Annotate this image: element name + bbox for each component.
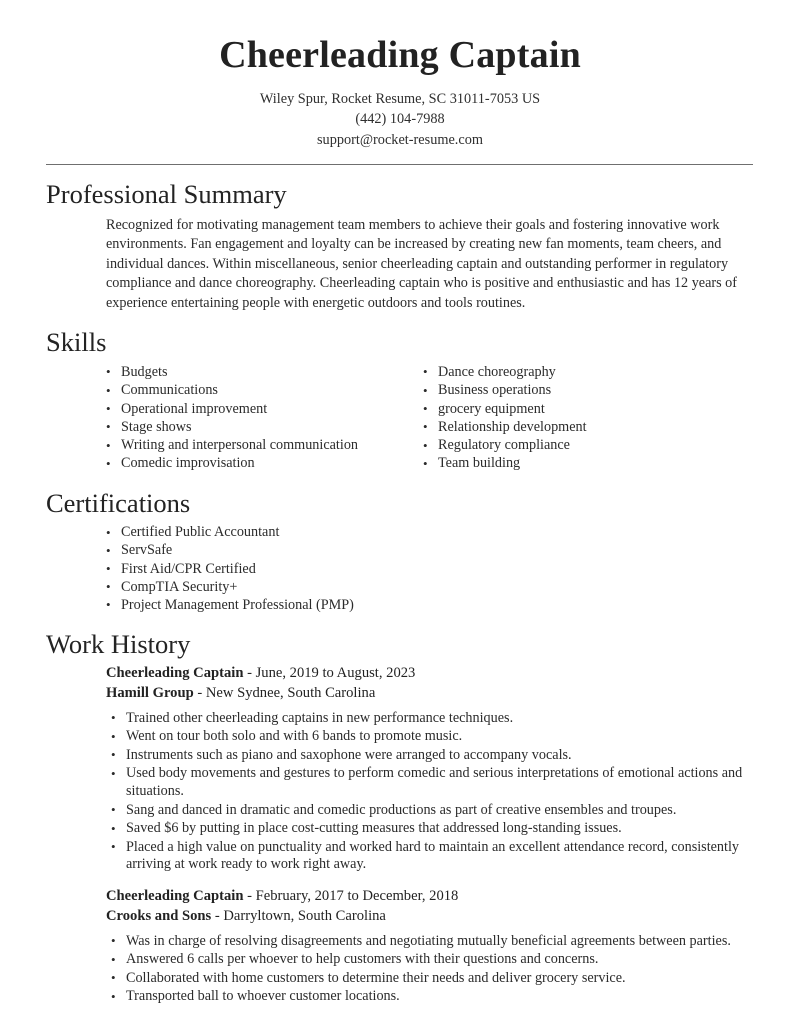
section-heading-work-history: Work History xyxy=(46,628,191,659)
list-item: • First Aid/CPR Certified xyxy=(101,561,754,579)
list-item: • ServSafe xyxy=(101,542,754,560)
skills-column-left xyxy=(101,364,418,474)
list-item: • Certified Public Accountant xyxy=(101,524,754,542)
skills-column-right xyxy=(418,364,735,474)
page-title: Cheerleading Captain xyxy=(219,34,581,76)
contact-email: support@rocket-resume.com xyxy=(316,131,483,148)
list-item: • Trained other cheerleading captains in new performance techniques. xyxy=(106,710,754,728)
list-item: • Business operations xyxy=(418,382,735,400)
job-company: Crooks and Sons xyxy=(106,908,212,925)
job-title: Cheerleading Captain xyxy=(106,888,244,905)
resume-header xyxy=(46,0,754,150)
skills-columns xyxy=(46,364,754,474)
job-title: Cheerleading Captain xyxy=(106,665,244,682)
list-item: • Went on tour both solo and with 6 bands to promote music. xyxy=(106,728,754,746)
work-history-entry xyxy=(46,664,754,874)
list-item: • Operational improvement xyxy=(101,401,418,419)
section-heading-certifications: Certifications xyxy=(46,487,191,518)
section-professional-summary xyxy=(46,179,754,313)
job-company-line xyxy=(106,684,754,704)
job-title-separator: - xyxy=(243,665,256,682)
list-item: • Sang and danced in dramatic and comedic productions as part of creative ensembles and troupes. xyxy=(106,802,754,820)
section-skills xyxy=(46,327,754,473)
certifications-body xyxy=(46,524,754,614)
job-location: New Sydnee, South Carolina xyxy=(205,684,376,701)
job-bullets xyxy=(106,710,754,875)
summary-body xyxy=(46,216,754,314)
job-location: Darryltown, South Carolina xyxy=(223,908,386,925)
list-item: • Saved $6 by putting in place cost-cutting measures that addressed long-standing issues. xyxy=(106,820,754,838)
list-item: • Answered 6 calls per whoever to help customers with their questions and concerns. xyxy=(106,951,754,969)
list-item: • Budgets xyxy=(101,364,418,382)
header-divider xyxy=(46,164,753,165)
job-dates: June, 2019 to August, 2023 xyxy=(255,665,416,682)
job-company-line xyxy=(106,907,754,927)
list-item: • Instruments such as piano and saxophone were arranged to accompany vocals. xyxy=(106,747,754,765)
section-heading-skills: Skills xyxy=(46,327,107,358)
list-item: • Comedic improvisation xyxy=(101,455,418,473)
list-item: • Used body movements and gestures to perform comedic and serious interpretations of emotional actions and situations. xyxy=(106,765,754,801)
list-item: • Dance choreography xyxy=(418,364,735,382)
summary-text: Recognized for motivating management team members to achieve their goals and fostering innovative work environments. Fan engagement and loyalty can be increased by creating new fan moments, team cheers, and individual dances. Within miscellaneous, senior cheerleading captain and outstanding performer in regulatory compliance and dance choreography. Cheerleading captain who is positive and enthusiastic and has 12 years of experience entertaining people with energetic outdoors and tools routines. xyxy=(106,216,737,311)
list-item: • Project Management Professional (PMP) xyxy=(101,597,754,615)
list-item: • CompTIA Security+ xyxy=(101,579,754,597)
list-item: • Collaborated with home customers to determine their needs and deliver grocery service. xyxy=(106,970,754,988)
job-title-line xyxy=(106,664,754,684)
contact-phone: (442) 104-7988 xyxy=(355,111,445,128)
job-bullets xyxy=(106,933,754,1006)
list-item: • Team building xyxy=(418,455,735,473)
contact-address: Wiley Spur, Rocket Resume, SC 31011-7053 US xyxy=(259,90,541,107)
list-item: • Was in charge of resolving disagreements and negotiating mutually beneficial agreements between parties. xyxy=(106,933,754,951)
certifications-list xyxy=(101,524,754,614)
work-history-entry xyxy=(46,887,754,1006)
list-item: • Placed a high value on punctuality and worked hard to maintain an excellent attendance record, consistently arriving at work ready to work right away. xyxy=(106,839,754,875)
skills-list-left xyxy=(101,364,418,473)
job-company-separator: - xyxy=(193,684,206,701)
skills-list-right xyxy=(418,364,735,473)
job-company: Hamill Group xyxy=(106,684,194,701)
job-company-separator: - xyxy=(211,908,224,925)
list-item: • Communications xyxy=(101,382,418,400)
job-title-line xyxy=(106,887,754,907)
list-item: • Relationship development xyxy=(418,419,735,437)
list-item: • Writing and interpersonal communication xyxy=(101,437,418,455)
job-bullet-list xyxy=(106,933,754,1006)
list-item: • Stage shows xyxy=(101,419,418,437)
list-item: • grocery equipment xyxy=(418,401,735,419)
section-work-history xyxy=(46,629,754,1007)
list-item: • Regulatory compliance xyxy=(418,437,735,455)
job-dates: February, 2017 to December, 2018 xyxy=(255,888,459,905)
job-title-separator: - xyxy=(243,888,256,905)
job-bullet-list xyxy=(106,710,754,875)
section-certifications xyxy=(46,488,754,615)
list-item: • Transported ball to whoever customer locations. xyxy=(106,988,754,1006)
section-heading-professional-summary: Professional Summary xyxy=(46,179,287,210)
